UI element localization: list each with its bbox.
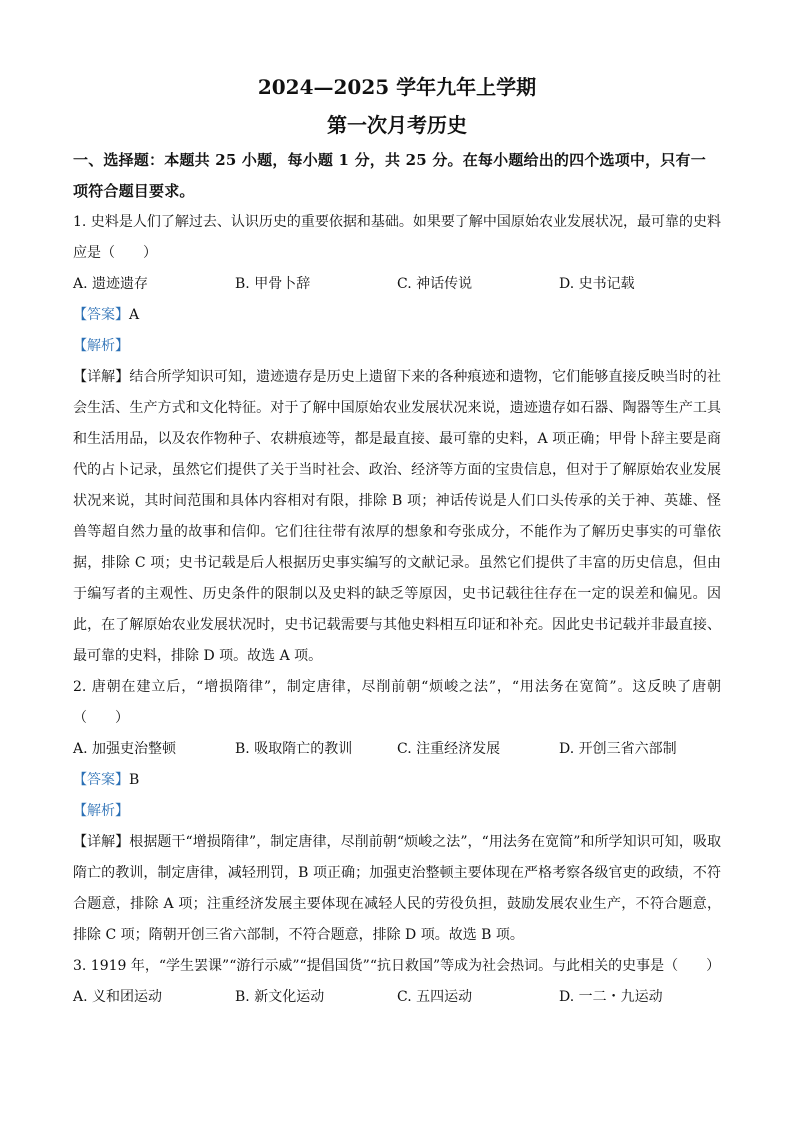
section-heading: 一、选择题：本题共 25 小题，每小题 1 分，共 25 分。在每小题给出的四个选项中，只有一项符合题目要求。 bbox=[73, 151, 706, 200]
option-b: B. 甲骨卜辞 bbox=[235, 276, 311, 292]
question-options bbox=[73, 734, 721, 765]
detail-tag: 【详解】 bbox=[73, 369, 130, 385]
question-1 bbox=[73, 207, 721, 672]
answer-line bbox=[73, 765, 721, 796]
exam-title: 2024—2025 学年九年上学期 bbox=[257, 75, 537, 99]
analysis-tag: 【解析】 bbox=[73, 803, 129, 819]
option-c: C. 五四运动 bbox=[397, 989, 473, 1005]
option-c: C. 神话传说 bbox=[397, 276, 473, 292]
analysis-line bbox=[73, 796, 721, 827]
option-b: B. 吸取隋亡的教训 bbox=[235, 741, 353, 757]
answer-line bbox=[73, 300, 721, 331]
answer-value: B bbox=[129, 772, 140, 788]
detail-text: 根据题干“增损隋律”，制定唐律，尽削前朝“烦峻之法”，“用法务在宽简”和所学知识可知，吸取隋亡的教训，制定唐律，减轻刑罚，B 项正确；加强吏治整顿主要体现在严格考察各级官吏的政绩，不符合题意，排除 A 项；注重经济发展主要体现在减轻人民的劳役负担，鼓励发展农业生产，不符合题意，排除 C 项；隋朝开创三省六部制，不符合题意，排除 D 项。故选 B 项。 bbox=[73, 834, 721, 943]
analysis-line bbox=[73, 331, 721, 362]
option-d: D. 史书记载 bbox=[559, 276, 635, 292]
detail-paragraph bbox=[73, 827, 721, 951]
question-stem: 2. 唐朝在建立后，“增损隋律”，制定唐律，尽削前朝“烦峻之法”，“用法务在宽简”。这反映了唐朝（ ） bbox=[73, 679, 721, 726]
answer-value: A bbox=[129, 307, 140, 323]
option-a: A. 义和团运动 bbox=[73, 989, 163, 1005]
answer-tag: 【答案】 bbox=[73, 772, 129, 788]
option-a: A. 遗迹遗存 bbox=[73, 276, 149, 292]
question-stem: 3. 1919 年，“学生罢课”“游行示威”“提倡国货”“抗日救国”等成为社会热词。与此相关的史事是（ ） bbox=[73, 958, 721, 974]
option-c: C. 注重经济发展 bbox=[397, 741, 501, 757]
question-3 bbox=[73, 951, 721, 1013]
question-stem: 1. 史料是人们了解过去、认识历史的重要依据和基础。如果要了解中国原始农业发展状况，最可靠的史料应是（ ） bbox=[73, 214, 721, 261]
question-2 bbox=[73, 672, 721, 951]
question-options bbox=[73, 269, 721, 300]
option-b: B. 新文化运动 bbox=[235, 989, 325, 1005]
answer-tag: 【答案】 bbox=[73, 307, 129, 323]
detail-text: 结合所学知识可知，遗迹遗存是历史上遗留下来的各种痕迹和遗物，它们能够直接反映当时的社会生活、生产方式和文化特征。对于了解中国原始农业发展状况来说，遗迹遗存如石器、陶器等生产工具和生活用品，以及农作物种子、农耕痕迹等，都是最直接、最可靠的史料，A 项正确；甲骨卜辞主要是商代的占卜记录，虽然它们提供了关于当时社会、政治、经济等方面的宝贵信息，但对于了解原始农业发展状况来说，其时间范围和具体内容相对有限，排除 B 项；神话传说是人们口头传承的关于神、英雄、怪兽等超自然力量的故事和信仰。它们往往带有浓厚的想象和夸张成分，不能作为了解历史事实的可靠依据，排除 C 项；史书记载是后人根据历史事实编写的文献记录。虽然它们提供了丰富的历史信息，但由于编写者的主观性、历史条件的限制以及史料的缺乏等原因，史书记载往往存在一定的误差和偏见。因此，在了解原始农业发展状况时，史书记载需要与其他史料相互印证和补充。因此史书记载并非最直接、最可靠的史料，排除 D 项。故选 A 项。 bbox=[73, 369, 722, 664]
option-d: D. 开创三省六部制 bbox=[559, 741, 677, 757]
detail-paragraph bbox=[73, 362, 721, 672]
detail-tag: 【详解】 bbox=[73, 834, 130, 850]
exam-subtitle: 第一次月考历史 bbox=[327, 113, 467, 137]
option-a: A. 加强吏治整顿 bbox=[73, 741, 177, 757]
question-options bbox=[73, 982, 721, 1013]
option-d: D. 一二・九运动 bbox=[559, 989, 663, 1005]
analysis-tag: 【解析】 bbox=[73, 338, 129, 354]
